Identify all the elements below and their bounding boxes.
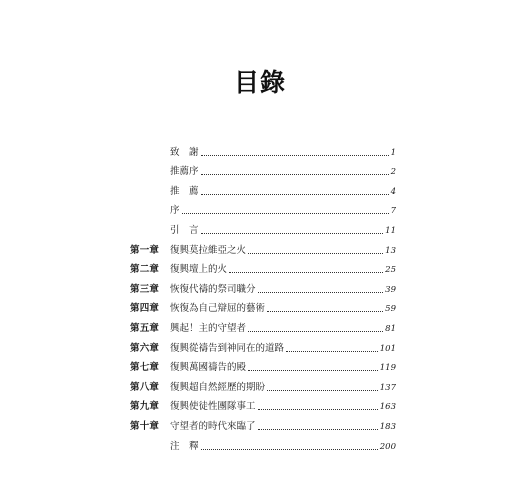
toc-entry[interactable] bbox=[130, 335, 396, 355]
chapter-number: 第一章 bbox=[130, 244, 160, 256]
page-number: 1 bbox=[390, 147, 396, 158]
page-number: 200 bbox=[379, 441, 396, 452]
dot-leader bbox=[182, 213, 389, 214]
dot-leader bbox=[201, 174, 389, 175]
chapter-number: 第五章 bbox=[130, 322, 160, 334]
dot-leader bbox=[267, 311, 383, 312]
entry-title: 興起！主的守望者 bbox=[170, 322, 247, 334]
dot-leader bbox=[229, 272, 383, 273]
toc-entry[interactable] bbox=[130, 276, 396, 296]
page-number: 59 bbox=[385, 304, 396, 315]
entry-title: 致 謝 bbox=[170, 146, 199, 158]
entry-title: 復興從禱告到神同在的道路 bbox=[170, 342, 285, 354]
chapter-number: 第六章 bbox=[130, 342, 160, 354]
page-number: 81 bbox=[385, 323, 396, 334]
entry-title: 復興使徒性團隊事工 bbox=[170, 401, 256, 413]
chapter-number: 第八章 bbox=[130, 381, 160, 393]
dot-leader bbox=[248, 370, 378, 371]
page-number: 163 bbox=[379, 402, 396, 413]
toc-entry[interactable] bbox=[130, 257, 396, 277]
dot-leader bbox=[248, 253, 383, 254]
chapter-number: 第三章 bbox=[130, 283, 160, 295]
chapter-number: 第四章 bbox=[130, 303, 160, 315]
page-number: 183 bbox=[379, 421, 396, 432]
entry-title: 復興萬國禱告的殿 bbox=[170, 362, 247, 374]
toc-entry[interactable] bbox=[130, 237, 396, 257]
page-number: 137 bbox=[379, 382, 396, 393]
toc-entry[interactable] bbox=[130, 178, 396, 198]
page-number: 7 bbox=[390, 206, 396, 217]
page-number: 101 bbox=[379, 343, 396, 354]
table-of-contents bbox=[130, 139, 396, 453]
dot-leader bbox=[201, 155, 389, 156]
dot-leader bbox=[286, 351, 378, 352]
page-number: 25 bbox=[385, 265, 396, 276]
dot-leader bbox=[201, 194, 389, 195]
entry-title: 守望者的時代來臨了 bbox=[170, 420, 256, 432]
toc-entry[interactable] bbox=[130, 394, 396, 414]
dot-leader bbox=[258, 429, 378, 430]
page-number: 39 bbox=[385, 284, 396, 295]
toc-entry[interactable] bbox=[130, 315, 396, 335]
toc-entry[interactable] bbox=[130, 413, 396, 433]
page-number: 4 bbox=[390, 186, 396, 197]
entry-title: 序 bbox=[170, 205, 180, 217]
chapter-number: 第七章 bbox=[130, 362, 160, 374]
toc-entry[interactable] bbox=[130, 374, 396, 394]
chapter-number: 第九章 bbox=[130, 401, 160, 413]
entry-title: 恢復代禱的祭司職分 bbox=[170, 283, 256, 295]
toc-entry[interactable] bbox=[130, 198, 396, 218]
dot-leader bbox=[201, 233, 384, 234]
entry-title: 復興超自然經歷的期盼 bbox=[170, 381, 266, 393]
dot-leader bbox=[258, 409, 378, 410]
toc-entry[interactable] bbox=[130, 159, 396, 179]
entry-title: 引 言 bbox=[170, 224, 199, 236]
dot-leader bbox=[258, 292, 384, 293]
entry-title: 恢復為自己辯屈的藝術 bbox=[170, 303, 266, 315]
toc-entry[interactable] bbox=[130, 296, 396, 316]
chapter-number: 第二章 bbox=[130, 264, 160, 276]
page-number: 2 bbox=[390, 167, 396, 178]
dot-leader bbox=[201, 449, 378, 450]
page-number: 11 bbox=[385, 225, 396, 236]
entry-title: 推薦序 bbox=[170, 166, 199, 178]
entry-title: 復興壇上的火 bbox=[170, 264, 228, 276]
toc-entry[interactable] bbox=[130, 139, 396, 159]
page-number: 119 bbox=[379, 363, 396, 374]
entry-title: 推 薦 bbox=[170, 185, 199, 197]
toc-entry[interactable] bbox=[130, 355, 396, 375]
page-number: 13 bbox=[385, 245, 396, 256]
entry-title: 復興莫拉維亞之火 bbox=[170, 244, 247, 256]
dot-leader bbox=[267, 390, 378, 391]
page-title: 目錄 bbox=[233, 68, 286, 97]
chapter-number: 第十章 bbox=[130, 420, 160, 432]
toc-entry[interactable] bbox=[130, 433, 396, 453]
dot-leader bbox=[248, 331, 383, 332]
toc-entry[interactable] bbox=[130, 217, 396, 237]
entry-title: 注 釋 bbox=[170, 440, 199, 452]
